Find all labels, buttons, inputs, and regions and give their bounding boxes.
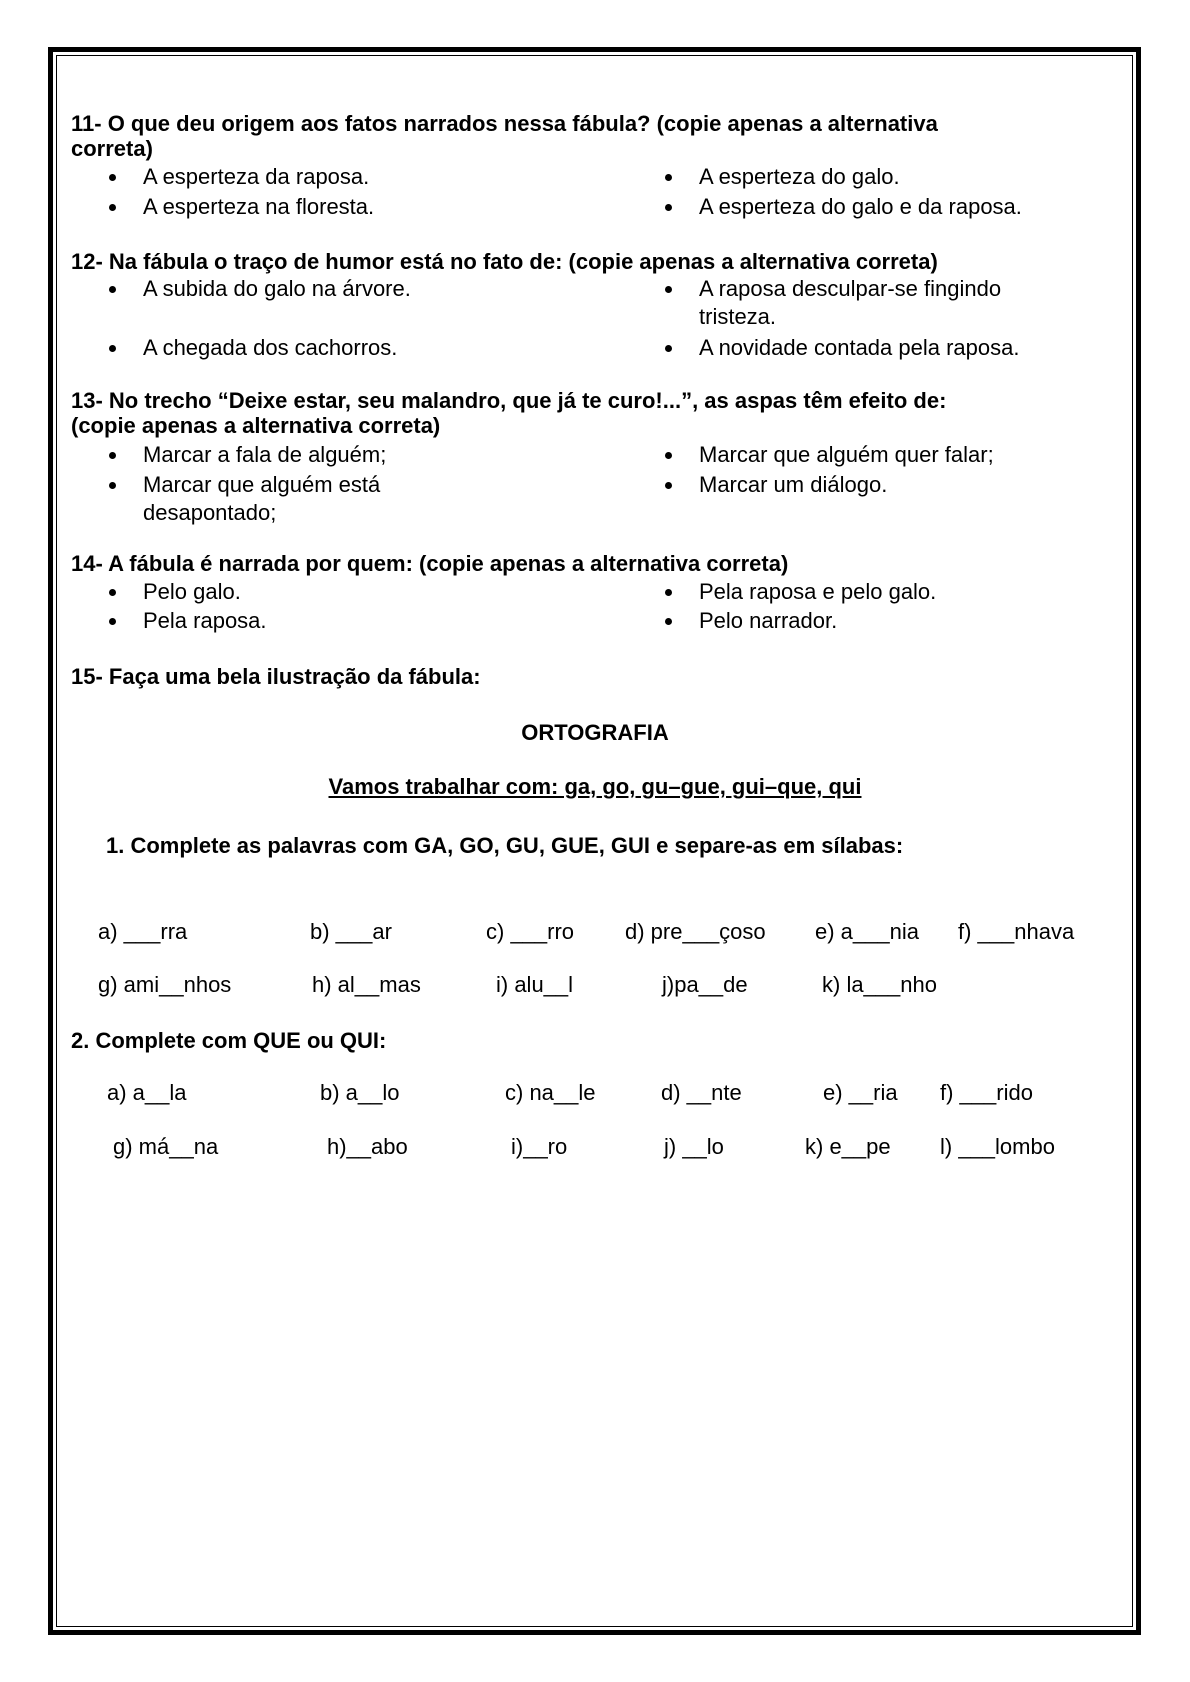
exercise-2-title: 2. Complete com QUE ou QUI: [71, 1028, 387, 1053]
q11-option-a: A esperteza da raposa. [143, 164, 370, 189]
question-13-title: 13- No trecho “Deixe estar, seu malandro, que já te curo!...”, as aspas têm efeito de: [71, 388, 947, 413]
bullet-icon [109, 452, 116, 459]
ex2-item-c: c) na__le [505, 1080, 596, 1105]
bullet-icon [109, 345, 116, 352]
section-title: ORTOGRAFIA [521, 720, 669, 745]
q11-option-c: A esperteza na floresta. [143, 194, 375, 219]
exercise-1-title: 1. Complete as palavras com GA, GO, GU, GUE, GUI e separe-as em sílabas: [106, 833, 904, 858]
q14-option-b: Pela raposa e pelo galo. [699, 579, 937, 604]
bullet-icon [665, 482, 672, 489]
ex2-item-d: d) __nte [661, 1080, 742, 1105]
q12-option-b-cont: tristeza. [699, 304, 777, 329]
bullet-icon [109, 618, 116, 625]
bullet-icon [665, 618, 672, 625]
ex1-item-g: g) ami__nhos [98, 972, 232, 997]
q12-option-c: A chegada dos cachorros. [143, 335, 398, 360]
ex2-item-g: g) má__na [113, 1134, 219, 1159]
ex2-item-k: k) e__pe [805, 1134, 891, 1159]
question-13-title-cont: (copie apenas a alternativa correta) [71, 413, 441, 438]
ex2-item-i: i)__ro [511, 1134, 568, 1159]
q12-option-d: A novidade contada pela raposa. [699, 335, 1020, 360]
q14-option-a: Pelo galo. [143, 579, 241, 604]
section-subtitle: Vamos trabalhar com: ga, go, gu–gue, gui–que, qui [328, 774, 862, 799]
ex2-item-j: j) __lo [664, 1134, 724, 1159]
ex1-item-f: f) ___nhava [958, 919, 1075, 944]
q13-option-c: Marcar que alguém está [143, 472, 381, 497]
ex2-item-e: e) __ria [823, 1080, 898, 1105]
ex2-item-b: b) a__lo [320, 1080, 400, 1105]
question-12-title: 12- Na fábula o traço de humor está no fato de: (copie apenas a alternativa correta) [71, 249, 938, 274]
q13-option-c-cont: desapontado; [143, 500, 277, 525]
q11-option-d: A esperteza do galo e da raposa. [699, 194, 1022, 219]
bullet-icon [109, 589, 116, 596]
question-11-title-cont: correta) [71, 136, 153, 161]
ex2-item-a: a) a__la [107, 1080, 187, 1105]
bullet-icon [109, 286, 116, 293]
ex2-item-h: h)__abo [327, 1134, 408, 1159]
bullet-icon [109, 482, 116, 489]
bullet-icon [109, 174, 116, 181]
bullet-icon [665, 345, 672, 352]
q14-option-d: Pelo narrador. [699, 608, 838, 633]
q12-option-b: A raposa desculpar-se fingindo [699, 276, 1002, 301]
q13-option-a: Marcar a fala de alguém; [143, 442, 387, 467]
question-15-title: 15- Faça uma bela ilustração da fábula: [71, 664, 481, 689]
q13-option-b: Marcar que alguém quer falar; [699, 442, 994, 467]
ex1-item-i: i) alu__l [496, 972, 574, 997]
bullet-icon [109, 204, 116, 211]
ex2-item-l: l) ___lombo [940, 1134, 1055, 1159]
bullet-icon [665, 452, 672, 459]
q12-option-a: A subida do galo na árvore. [143, 276, 411, 301]
ex1-item-a: a) ___rra [98, 919, 188, 944]
bullet-icon [665, 589, 672, 596]
q14-option-c: Pela raposa. [143, 608, 267, 633]
ex1-item-j: j)pa__de [662, 972, 748, 997]
question-11-title: 11- O que deu origem aos fatos narrados nessa fábula? (copie apenas a alternativa [71, 111, 938, 136]
ex2-item-f: f) ___rido [940, 1080, 1033, 1105]
bullet-icon [665, 174, 672, 181]
ex1-item-e: e) a___nia [815, 919, 919, 944]
ex1-item-c: c) ___rro [486, 919, 575, 944]
ex1-item-h: h) al__mas [312, 972, 421, 997]
ex1-item-b: b) ___ar [310, 919, 392, 944]
q13-option-d: Marcar um diálogo. [699, 472, 888, 497]
q11-option-b: A esperteza do galo. [699, 164, 900, 189]
ex1-item-d: d) pre___çoso [625, 919, 766, 944]
bullet-icon [665, 286, 672, 293]
question-14-title: 14- A fábula é narrada por quem: (copie apenas a alternativa correta) [71, 551, 789, 576]
ex1-item-k: k) la___nho [822, 972, 937, 997]
bullet-icon [665, 204, 672, 211]
